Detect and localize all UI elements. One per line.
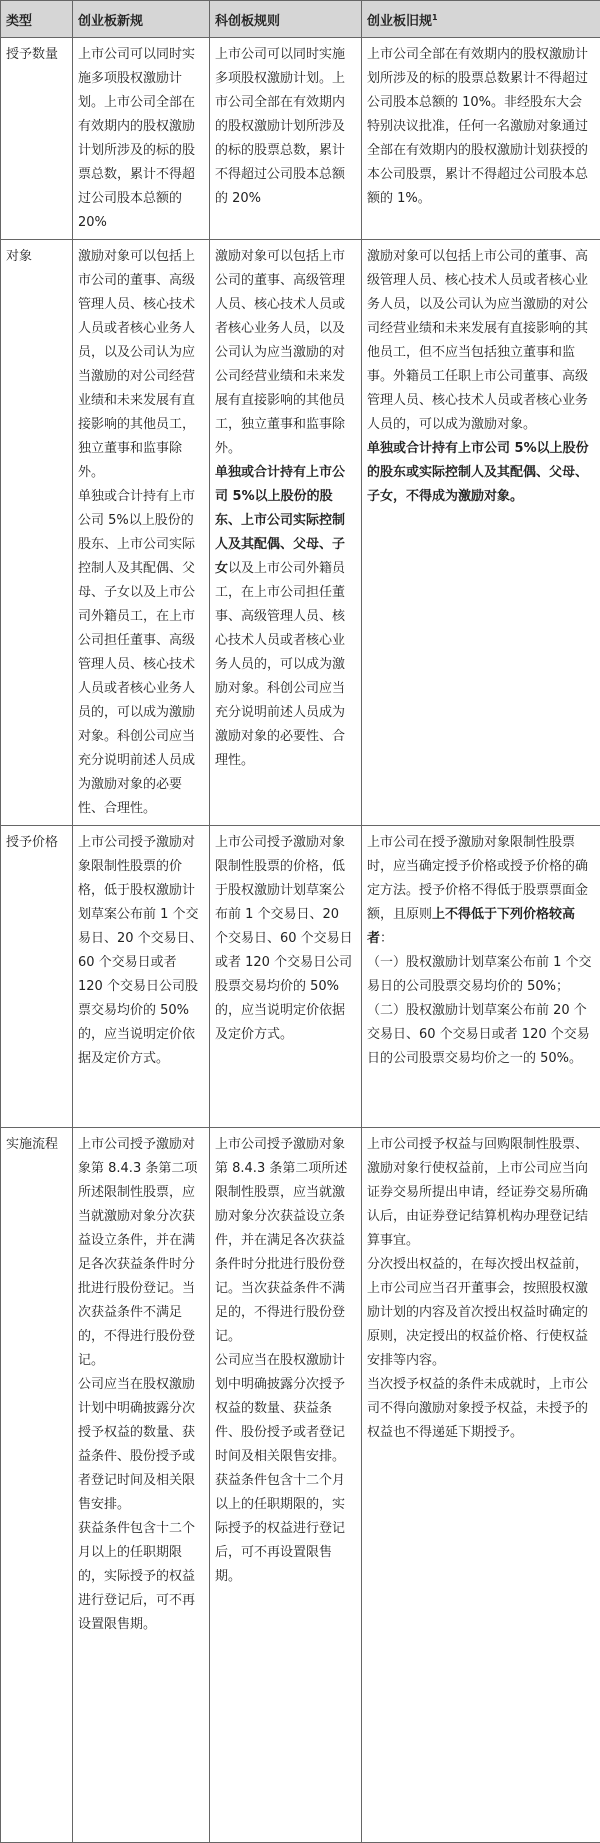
bold-paragraph: 单独或合计持有上市公司 5%以上股份的股东或实际控制人及其配偶、父母、子女，不得成为激励对象。	[367, 437, 595, 509]
paragraph: 上市公司授予激励对象限制性股票的价格，低于股权激励计划草案公布前 1 个交易日、20 个交易日、60 个交易日或者 120 个交易日公司股票交易均价的 50%的，应当说明定价依据及定价方式。	[215, 831, 356, 1047]
header-row	[1, 1, 600, 38]
paragraph: 激励对象可以包括上市公司的董事、高级管理人员、核心技术人员或者核心业务人员，以及公司认为应当激励的对公司经营业绩和未来发展有直接影响的其他员工，独立董事和监事除外。	[78, 245, 204, 485]
chinext-old-cell	[362, 1128, 600, 1843]
paragraph: （二）股权激励计划草案公布前 20 个交易日、60 个交易日或者 120 个交易日的公司股票交易均价之一的 50%。	[367, 999, 595, 1071]
paragraph: 激励对象可以包括上市公司的董事、高级管理人员、核心技术人员或者核心业务人员，以及公司认为应当激励的对公司经营业绩和未来发展有直接影响的其他员工，独立董事和监事除外。	[215, 245, 356, 461]
paragraph: 上市公司可以同时实施多项股权激励计划。上市公司全部在有效期内的股权激励计划所涉及的标的股票总数，累计不得超过公司股本总额的 20%	[215, 43, 356, 211]
category-cell: 对象	[1, 240, 73, 826]
text: 上市公司在授予激励对象限制性股票时，应当确定授予价格或授予价格的确定方法。授予价格不得低于股票票面金额，且原则	[367, 835, 588, 922]
paragraph: 单独或合计持有上市公司 5%以上股份的股东、上市公司实际控制人及其配偶、父母、子女以及上市公司外籍员工，在上市公司担任董事、高级管理人员、核心技术人员或者核心业务人员的，可以成为激励对象。科创公司应当充分说明前述人员成为激励对象的必要性、合理性。	[78, 485, 204, 821]
row-grant-quantity	[1, 38, 600, 240]
paragraph: 上市公司全部在有效期内的股权激励计划所涉及的标的股票总数累计不得超过公司股本总额的 10%。非经股东大会特别决议批准，任何一名激励对象通过全部在有效期内的股权激励计划获授的本公司股票，累计不得超过公司股本总额的 1%。	[367, 43, 595, 211]
paragraph: 上市公司授予权益与回购限制性股票、激励对象行使权益前，上市公司应当向证券交易所提出申请，经证券交易所确认后，由证券登记结算机构办理登记结算事宜。	[367, 1133, 595, 1253]
bold-text: 上不得低于下列价格较高者	[367, 907, 575, 946]
paragraph: 当次授予权益的条件未成就时，上市公司不得向激励对象授予权益，未授予的权益也不得递延下期授予。	[367, 1373, 595, 1445]
header-chinext-old	[362, 1, 600, 38]
header-chinext-new: 创业板新规	[73, 1, 210, 38]
star-market-cell	[210, 1128, 362, 1843]
header-type: 类型	[1, 1, 73, 38]
paragraph: 上市公司授予激励对象限制性股票的价格，低于股权激励计划草案公布前 1 个交易日、20 个交易日、60 个交易日或者 120 个交易日公司股票交易均价的 50%的，应当说明定价依据及定价方式。	[78, 831, 204, 1071]
text: ：	[380, 931, 393, 946]
star-market-cell	[210, 826, 362, 1128]
star-market-cell	[210, 240, 362, 826]
category-cell: 实施流程	[1, 1128, 73, 1843]
paragraph: 上市公司可以同时实施多项股权激励计划。上市公司全部在有效期内的股权激励计划所涉及的标的股票总数，累计不得超过公司股本总额的 20%	[78, 43, 204, 235]
row-grant-price	[1, 826, 600, 1128]
chinext-new-cell	[73, 38, 210, 240]
row-eligible-recipients	[1, 240, 600, 826]
paragraph: 激励对象可以包括上市公司的董事、高级管理人员、核心技术人员或者核心业务人员，以及公司认为应当激励的对公司经营业绩和未来发展有直接影响的其他员工，但不应当包括独立董事和监事。外籍员工任职上市公司董事、高级管理人员、核心技术人员或者核心业务人员的，可以成为激励对象。	[367, 245, 595, 437]
paragraph: 公司应当在股权激励计划中明确披露分次授予权益的数量、获益条件、股份授予或者登记时间及相关限售安排。	[215, 1349, 356, 1469]
chinext-old-cell	[362, 240, 600, 826]
paragraph: 上市公司授予激励对象第 8.4.3 条第二项所述限制性股票，应当就激励对象分次获益设立条件，并在满足各次获益条件时分批进行股份登记。当次获益条件不满足的，不得进行股份登记。	[215, 1133, 356, 1349]
row-implementation-process	[1, 1128, 600, 1843]
bold-text: 单独或合计持有上市公司 5%以上股份的股东、上市公司实际控制人及其配偶、父母、子女	[215, 465, 345, 576]
paragraph: 获益条件包含十二个月以上的任职期限的，实际授予的权益进行登记后，可不再设置限售期。	[78, 1517, 204, 1637]
paragraph	[215, 461, 356, 773]
chinext-new-cell	[73, 1128, 210, 1843]
header-chinext-old-label: 创业板旧规	[367, 14, 432, 29]
paragraph: 分次授出权益的，在每次授出权益前，上市公司应当召开董事会，按照股权激励计划的内容及首次授出权益时确定的原则，决定授出的权益价格、行使权益安排等内容。	[367, 1253, 595, 1373]
paragraph: 上市公司授予激励对象第 8.4.3 条第二项所述限制性股票，应当就激励对象分次获益设立条件，并在满足各次获益条件时分批进行股份登记。当次获益条件不满足的，不得进行股份登记。	[78, 1133, 204, 1373]
paragraph: 公司应当在股权激励计划中明确披露分次授予权益的数量、获益条件、股份授予或者登记时间及相关限售安排。	[78, 1373, 204, 1517]
header-star-market: 科创板规则	[210, 1, 362, 38]
footnote-marker: 1	[432, 13, 438, 22]
paragraph: （一）股权激励计划草案公布前 1 个交易日的公司股票交易均价的 50%；	[367, 951, 595, 999]
chinext-new-cell	[73, 826, 210, 1128]
chinext-old-cell	[362, 38, 600, 240]
star-market-cell	[210, 38, 362, 240]
category-cell: 授予价格	[1, 826, 73, 1128]
text: 以及上市公司外籍员工，在上市公司担任董事、高级管理人员、核心技术人员或者核心业务人员的，可以成为激励对象。科创公司应当充分说明前述人员成为激励对象的必要性、合理性。	[215, 561, 345, 768]
paragraph	[367, 831, 595, 951]
chinext-old-cell	[362, 826, 600, 1128]
paragraph: 获益条件包含十二个月以上的任职期限的，实际授予的权益进行登记后，可不再设置限售期。	[215, 1469, 356, 1589]
chinext-new-cell	[73, 240, 210, 826]
category-cell: 授予数量	[1, 38, 73, 240]
